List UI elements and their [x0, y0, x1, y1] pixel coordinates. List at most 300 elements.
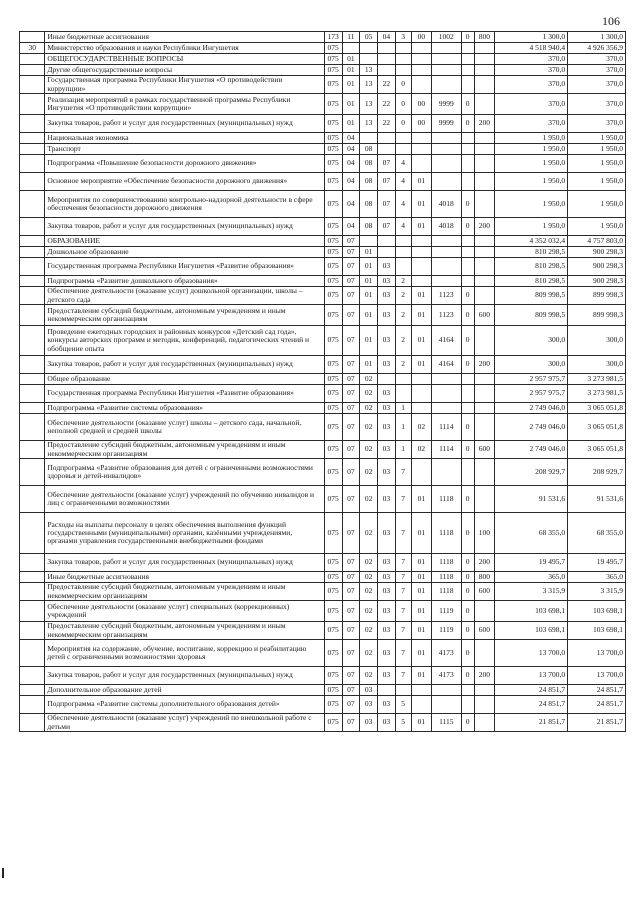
code-cell: 7 [395, 459, 411, 486]
amount-cell-year-2: 1 950,0 [568, 218, 626, 236]
code-cell: 04 [342, 218, 359, 236]
code-cell: 0 [461, 115, 474, 133]
row-name-cell: ОБЩЕГОСУДАРСТВЕННЫЕ ВОПРОСЫ [45, 54, 324, 65]
amount-cell-year-1: 809 998,5 [494, 287, 567, 305]
amount-cell-year-2: 1 950,0 [568, 133, 626, 144]
code-cell: 7 [395, 572, 411, 583]
code-cell: 0 [461, 32, 474, 43]
code-cell: 0 [395, 115, 411, 133]
row-number-cell [20, 356, 45, 374]
code-cell [461, 65, 474, 76]
code-cell: 02 [360, 459, 378, 486]
amount-cell-year-1: 1 950,0 [494, 133, 567, 144]
table-row [20, 247, 626, 258]
amount-cell-year-2: 3 065 051,8 [568, 414, 626, 441]
row-number-cell [20, 276, 45, 287]
code-cell: 4173 [432, 640, 461, 667]
row-name-cell: Предоставление субсидий бюджетным, автономным учреждениям и иным некоммерческим организациям [45, 305, 324, 326]
code-cell: 07 [378, 155, 395, 173]
code-cell: 200 [474, 218, 494, 236]
code-cell: 01 [411, 191, 431, 218]
amount-cell-year-2: 900 298,3 [568, 276, 626, 287]
code-cell: 01 [411, 173, 431, 191]
code-cell: 075 [324, 513, 342, 554]
code-cell: 01 [411, 356, 431, 374]
code-cell: 075 [324, 133, 342, 144]
code-cell: 03 [378, 696, 395, 714]
code-cell [395, 685, 411, 696]
code-cell [461, 43, 474, 54]
code-cell: 03 [378, 640, 395, 667]
amount-cell-year-2: 3 315,9 [568, 583, 626, 601]
code-cell: 075 [324, 374, 342, 385]
code-cell [395, 236, 411, 247]
code-cell [411, 459, 431, 486]
code-cell: 5 [395, 696, 411, 714]
row-number-cell [20, 554, 45, 572]
row-name-cell: Реализация мероприятий в рамках государственной программы Республики Ингушетия «О противодействии коррупции» [45, 94, 324, 115]
table-row [20, 601, 626, 622]
code-cell: 03 [378, 714, 395, 732]
row-name-cell: Обеспечение деятельности (оказание услуг) специальных (коррекционных) учреждений [45, 601, 324, 622]
code-cell: 9999 [432, 94, 461, 115]
code-cell [378, 685, 395, 696]
row-name-cell: ОБРАЗОВАНИЕ [45, 236, 324, 247]
code-cell [411, 236, 431, 247]
code-cell: 075 [324, 486, 342, 513]
table-row [20, 356, 626, 374]
code-cell: 200 [474, 356, 494, 374]
code-cell: 07 [342, 640, 359, 667]
row-name-cell: Подпрограмма «Развитие системы образования» [45, 403, 324, 414]
table-row [20, 305, 626, 326]
code-cell: 01 [411, 572, 431, 583]
code-cell [411, 144, 431, 155]
code-cell: 07 [342, 572, 359, 583]
table-row [20, 54, 626, 65]
code-cell [432, 459, 461, 486]
code-cell: 2 [395, 287, 411, 305]
amount-cell-year-1: 370,0 [494, 54, 567, 65]
code-cell: 03 [378, 622, 395, 640]
code-cell: 0 [461, 622, 474, 640]
code-cell: 13 [360, 65, 378, 76]
amount-cell-year-1: 13 700,0 [494, 640, 567, 667]
code-cell: 075 [324, 385, 342, 403]
row-name-cell: Подпрограмма «Развитие образования для детей с ограниченными возможностями здоровья и детей-инвалидов» [45, 459, 324, 486]
code-cell [461, 76, 474, 94]
amount-cell-year-2: 899 998,3 [568, 305, 626, 326]
page-number: 106 [602, 14, 620, 28]
code-cell [360, 133, 378, 144]
row-name-cell: Иные бюджетные ассигнования [45, 32, 324, 43]
code-cell [474, 326, 494, 356]
code-cell: 1 [395, 414, 411, 441]
code-cell: 07 [342, 276, 359, 287]
code-cell [432, 403, 461, 414]
amount-cell-year-2: 3 273 981,5 [568, 385, 626, 403]
code-cell [474, 133, 494, 144]
row-name-cell: Мероприятия по совершенствованию контрольно-надзорной деятельности в сфере обеспечения безопасности дорожного движения [45, 191, 324, 218]
row-number-cell [20, 601, 45, 622]
code-cell: 4173 [432, 667, 461, 685]
code-cell [395, 43, 411, 54]
code-cell [395, 374, 411, 385]
table-row [20, 583, 626, 601]
code-cell: 04 [342, 173, 359, 191]
code-cell: 03 [378, 326, 395, 356]
code-cell [461, 459, 474, 486]
code-cell: 075 [324, 601, 342, 622]
amount-cell-year-2: 1 950,0 [568, 191, 626, 218]
code-cell: 075 [324, 403, 342, 414]
table-row [20, 486, 626, 513]
table-row [20, 685, 626, 696]
code-cell: 800 [474, 572, 494, 583]
code-cell: 7 [395, 667, 411, 685]
code-cell [378, 65, 395, 76]
code-cell: 07 [342, 513, 359, 554]
table-row [20, 441, 626, 459]
code-cell [474, 236, 494, 247]
code-cell: 0 [461, 218, 474, 236]
code-cell: 03 [378, 414, 395, 441]
code-cell: 4 [395, 155, 411, 173]
code-cell: 9999 [432, 115, 461, 133]
amount-cell-year-2: 19 495,7 [568, 554, 626, 572]
code-cell: 07 [342, 326, 359, 356]
code-cell: 03 [378, 356, 395, 374]
code-cell: 07 [342, 403, 359, 414]
code-cell: 0 [461, 640, 474, 667]
code-cell [474, 696, 494, 714]
code-cell: 07 [342, 287, 359, 305]
amount-cell-year-1: 300,0 [494, 326, 567, 356]
code-cell: 01 [411, 287, 431, 305]
row-number-cell [20, 65, 45, 76]
row-number-cell: 30 [20, 43, 45, 54]
code-cell [411, 374, 431, 385]
code-cell: 01 [411, 583, 431, 601]
code-cell: 03 [378, 583, 395, 601]
code-cell: 07 [342, 247, 359, 258]
code-cell [432, 155, 461, 173]
amount-cell-year-2: 370,0 [568, 65, 626, 76]
table-row [20, 191, 626, 218]
code-cell: 07 [342, 236, 359, 247]
row-number-cell [20, 305, 45, 326]
code-cell: 07 [342, 486, 359, 513]
code-cell [360, 236, 378, 247]
code-cell: 075 [324, 155, 342, 173]
row-number-cell [20, 144, 45, 155]
code-cell [432, 173, 461, 191]
row-number-cell [20, 685, 45, 696]
code-cell: 075 [324, 287, 342, 305]
row-name-cell: Мероприятия на содержание, обучение, воспитание, коррекцию и реабилитацию детей с ограниченными возможностями здоровья [45, 640, 324, 667]
code-cell: 07 [342, 414, 359, 441]
code-cell: 02 [360, 667, 378, 685]
code-cell: 08 [360, 173, 378, 191]
code-cell: 200 [474, 554, 494, 572]
code-cell: 07 [342, 258, 359, 276]
code-cell [378, 133, 395, 144]
amount-cell-year-2: 103 698,1 [568, 601, 626, 622]
table-row [20, 287, 626, 305]
code-cell [432, 236, 461, 247]
code-cell [360, 54, 378, 65]
code-cell: 13 [360, 76, 378, 94]
code-cell [432, 133, 461, 144]
code-cell: 01 [360, 258, 378, 276]
code-cell: 1123 [432, 287, 461, 305]
code-cell: 07 [342, 667, 359, 685]
amount-cell-year-2: 300,0 [568, 356, 626, 374]
code-cell: 1115 [432, 714, 461, 732]
code-cell: 075 [324, 247, 342, 258]
code-cell [411, 276, 431, 287]
code-cell: 02 [360, 441, 378, 459]
code-cell [395, 258, 411, 276]
code-cell: 075 [324, 459, 342, 486]
code-cell: 08 [360, 191, 378, 218]
amount-cell-year-1: 809 998,5 [494, 305, 567, 326]
row-name-cell: Подпрограмма «Развитие системы дополнительного образования детей» [45, 696, 324, 714]
row-number-cell [20, 403, 45, 414]
row-number-cell [20, 374, 45, 385]
code-cell: 07 [342, 622, 359, 640]
code-cell: 01 [411, 640, 431, 667]
code-cell: 1 [395, 403, 411, 414]
code-cell [411, 685, 431, 696]
amount-cell-year-1: 370,0 [494, 115, 567, 133]
row-name-cell: Министерство образования и науки Республики Ингушетия [45, 43, 324, 54]
code-cell [474, 403, 494, 414]
row-number-cell [20, 54, 45, 65]
table-row [20, 572, 626, 583]
code-cell [411, 258, 431, 276]
amount-cell-year-1: 2 957 975,7 [494, 385, 567, 403]
amount-cell-year-2: 3 065 051,8 [568, 441, 626, 459]
code-cell: 075 [324, 65, 342, 76]
table-row [20, 276, 626, 287]
code-cell: 07 [342, 441, 359, 459]
amount-cell-year-2: 24 851,7 [568, 696, 626, 714]
code-cell: 01 [342, 115, 359, 133]
code-cell [432, 385, 461, 403]
code-cell: 07 [342, 554, 359, 572]
row-name-cell: Предоставление субсидий бюджетным, автономным учреждениям и иным некоммерческим организациям [45, 622, 324, 640]
amount-cell-year-2: 3 065 051,8 [568, 403, 626, 414]
amount-cell-year-2: 370,0 [568, 76, 626, 94]
code-cell: 04 [342, 144, 359, 155]
code-cell: 0 [461, 356, 474, 374]
amount-cell-year-2: 4 926 356,9 [568, 43, 626, 54]
code-cell [474, 385, 494, 403]
code-cell: 600 [474, 441, 494, 459]
row-name-cell: Общее образование [45, 374, 324, 385]
code-cell [474, 191, 494, 218]
code-cell [432, 696, 461, 714]
row-number-cell [20, 94, 45, 115]
amount-cell-year-1: 21 851,7 [494, 714, 567, 732]
code-cell: 22 [378, 94, 395, 115]
code-cell: 075 [324, 326, 342, 356]
code-cell: 02 [360, 513, 378, 554]
code-cell: 075 [324, 667, 342, 685]
code-cell: 01 [411, 554, 431, 572]
code-cell [395, 385, 411, 403]
code-cell: 1119 [432, 622, 461, 640]
amount-cell-year-2: 4 757 803,0 [568, 236, 626, 247]
code-cell: 1119 [432, 601, 461, 622]
code-cell: 22 [378, 115, 395, 133]
code-cell: 0 [461, 572, 474, 583]
table-row [20, 94, 626, 115]
amount-cell-year-1: 2 749 046,0 [494, 441, 567, 459]
code-cell: 075 [324, 685, 342, 696]
amount-cell-year-1: 1 950,0 [494, 144, 567, 155]
code-cell: 200 [474, 667, 494, 685]
code-cell: 2 [395, 305, 411, 326]
row-name-cell: Дошкольное образование [45, 247, 324, 258]
code-cell: 02 [360, 374, 378, 385]
amount-cell-year-1: 810 298,5 [494, 258, 567, 276]
amount-cell-year-2: 21 851,7 [568, 714, 626, 732]
row-name-cell: Подпрограмма «Повышение безопасности дорожного движения» [45, 155, 324, 173]
code-cell: 0 [395, 76, 411, 94]
code-cell [432, 685, 461, 696]
code-cell: 7 [395, 554, 411, 572]
row-number-cell [20, 326, 45, 356]
table-row [20, 236, 626, 247]
table-row [20, 385, 626, 403]
code-cell: 1118 [432, 572, 461, 583]
row-name-cell: Обеспечение деятельности (оказание услуг) дошкольной организации, школы – детского сада [45, 287, 324, 305]
amount-cell-year-2: 1 300,0 [568, 32, 626, 43]
code-cell [411, 133, 431, 144]
table-row [20, 155, 626, 173]
table-row [20, 374, 626, 385]
code-cell [474, 94, 494, 115]
code-cell: 07 [342, 714, 359, 732]
budget-table [19, 31, 626, 732]
amount-cell-year-2: 370,0 [568, 115, 626, 133]
code-cell: 075 [324, 115, 342, 133]
code-cell [474, 76, 494, 94]
code-cell: 1114 [432, 441, 461, 459]
amount-cell-year-2: 13 700,0 [568, 667, 626, 685]
code-cell: 0 [461, 583, 474, 601]
code-cell [461, 696, 474, 714]
row-name-cell: Иные бюджетные ассигнования [45, 572, 324, 583]
code-cell [474, 601, 494, 622]
row-name-cell: Закупка товаров, работ и услуг для государственных (муниципальных) нужд [45, 115, 324, 133]
amount-cell-year-1: 1 950,0 [494, 218, 567, 236]
code-cell [432, 65, 461, 76]
code-cell: 0 [461, 486, 474, 513]
amount-cell-year-2: 68 355,0 [568, 513, 626, 554]
code-cell: 075 [324, 54, 342, 65]
code-cell [411, 43, 431, 54]
amount-cell-year-1: 68 355,0 [494, 513, 567, 554]
code-cell: 2 [395, 326, 411, 356]
code-cell: 03 [378, 486, 395, 513]
amount-cell-year-1: 1 950,0 [494, 173, 567, 191]
code-cell [474, 685, 494, 696]
amount-cell-year-2: 13 700,0 [568, 640, 626, 667]
code-cell: 1118 [432, 583, 461, 601]
code-cell: 07 [342, 305, 359, 326]
code-cell [342, 43, 359, 54]
code-cell: 01 [360, 356, 378, 374]
code-cell: 07 [342, 356, 359, 374]
code-cell [474, 54, 494, 65]
table-row [20, 414, 626, 441]
code-cell [474, 144, 494, 155]
code-cell: 075 [324, 356, 342, 374]
code-cell: 7 [395, 640, 411, 667]
code-cell [474, 486, 494, 513]
code-cell: 01 [411, 714, 431, 732]
row-number-cell [20, 218, 45, 236]
code-cell [474, 287, 494, 305]
amount-cell-year-2: 900 298,3 [568, 247, 626, 258]
row-number-cell [20, 258, 45, 276]
code-cell [461, 385, 474, 403]
code-cell [461, 155, 474, 173]
amount-cell-year-1: 810 298,5 [494, 247, 567, 258]
code-cell: 1118 [432, 486, 461, 513]
row-number-cell [20, 247, 45, 258]
code-cell: 03 [360, 685, 378, 696]
code-cell: 075 [324, 696, 342, 714]
row-name-cell: Государственная программа Республики Ингушетия «Развитие образования» [45, 385, 324, 403]
code-cell: 03 [378, 513, 395, 554]
amount-cell-year-1: 2 749 046,0 [494, 414, 567, 441]
code-cell: 075 [324, 258, 342, 276]
code-cell: 075 [324, 414, 342, 441]
code-cell: 3 [395, 32, 411, 43]
code-cell: 22 [378, 76, 395, 94]
code-cell: 03 [378, 305, 395, 326]
code-cell: 01 [411, 622, 431, 640]
code-cell: 04 [342, 133, 359, 144]
code-cell: 04 [342, 191, 359, 218]
row-number-cell [20, 441, 45, 459]
code-cell: 075 [324, 305, 342, 326]
row-number-cell [20, 513, 45, 554]
code-cell: 0 [461, 554, 474, 572]
table-row [20, 133, 626, 144]
amount-cell-year-1: 370,0 [494, 76, 567, 94]
code-cell [474, 414, 494, 441]
code-cell: 075 [324, 218, 342, 236]
code-cell: 02 [360, 572, 378, 583]
code-cell: 07 [342, 583, 359, 601]
code-cell: 0 [395, 94, 411, 115]
code-cell: 075 [324, 276, 342, 287]
code-cell: 0 [461, 326, 474, 356]
code-cell: 07 [378, 191, 395, 218]
code-cell: 0 [461, 513, 474, 554]
code-cell [474, 173, 494, 191]
code-cell: 0 [461, 305, 474, 326]
row-name-cell: Национальная экономика [45, 133, 324, 144]
code-cell: 11 [342, 32, 359, 43]
code-cell [461, 133, 474, 144]
code-cell [432, 54, 461, 65]
